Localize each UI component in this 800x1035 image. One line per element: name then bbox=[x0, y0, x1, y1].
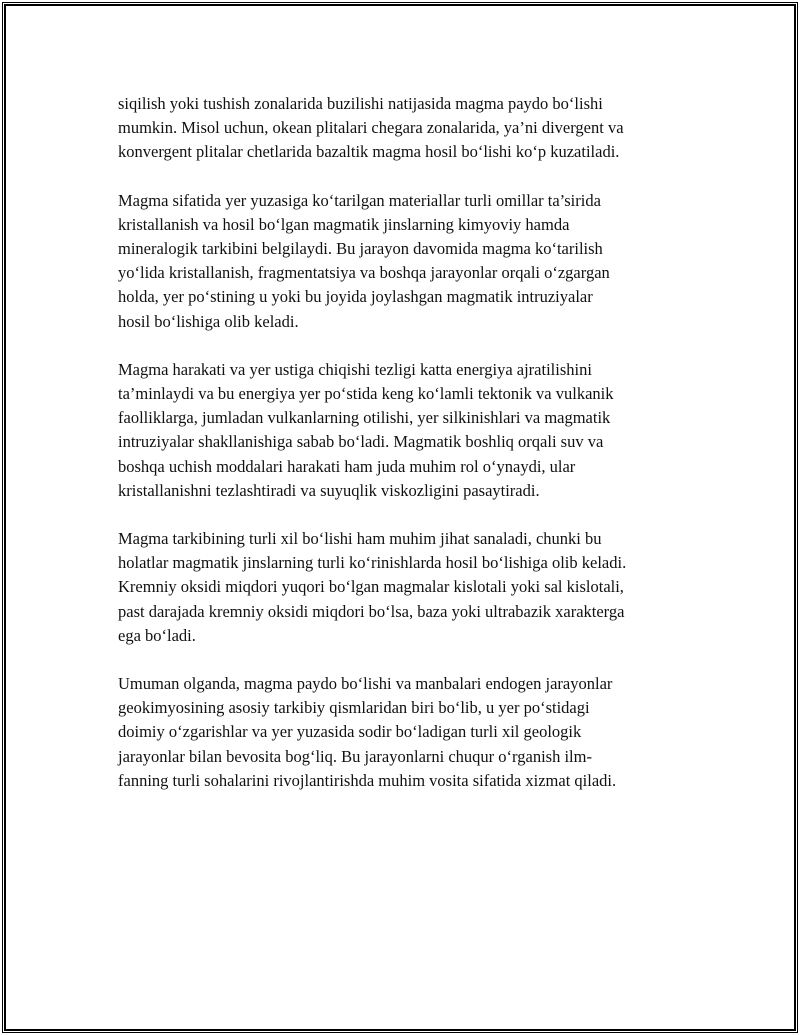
text-line: Magma tarkibining turli xil bo‘lishi ham muhim jihat sanaladi, chunki bu bbox=[118, 529, 602, 549]
text-line: intruziyalar shakllanishiga sabab bo‘ladi. Magmatik boshliq orqali suv va bbox=[118, 432, 604, 452]
text-line: holatlar magmatik jinslarning turli ko‘rinishlarda hosil bo‘lishiga olib keladi. bbox=[118, 553, 627, 573]
text-line: kristallanishni tezlashtiradi va suyuqlik viskozligini pasaytiradi. bbox=[118, 480, 540, 500]
text-line: Umuman olganda, magma paydo bo‘lishi va manbalari endogen jarayonlar bbox=[118, 674, 613, 694]
text-line: konvergent plitalar chetlarida bazaltik magma hosil bo‘lishi ko‘p kuzatiladi. bbox=[118, 142, 620, 162]
text-line: mumkin. Misol uchun, okean plitalari chegara zonalarida, ya’ni divergent va bbox=[118, 118, 624, 138]
text-line: past darajada kremniy oksidi miqdori bo‘lsa, baza yoki ultrabazik xarakterga bbox=[118, 601, 625, 621]
text-line: holda, yer po‘stining u yoki bu joyida joylashgan magmatik intruziyalar bbox=[118, 287, 593, 307]
text-line: jarayonlar bilan bevosita bog‘liq. Bu jarayonlarni chuqur o‘rganish ilm- bbox=[118, 746, 592, 766]
paragraph-5 bbox=[118, 672, 693, 793]
text-line: geokimyosining asosiy tarkibiy qismlaridan biri bo‘lib, u yer po‘stidagi bbox=[118, 698, 590, 718]
paragraph-2 bbox=[118, 189, 693, 334]
text-line: boshqa uchish moddalari harakati ham juda muhim rol o‘ynaydi, ular bbox=[118, 456, 576, 476]
text-line: yo‘lida kristallanish, fragmentatsiya va boshqa jarayonlar orqali o‘zgargan bbox=[118, 263, 610, 283]
text-line: faolliklarga, jumladan vulkanlarning otilishi, yer silkinishlari va magmatik bbox=[118, 408, 611, 428]
text-line: siqilish yoki tushish zonalarida buzilishi natijasida magma paydo bo‘lishi bbox=[118, 94, 603, 113]
text-line: mineralogik tarkibini belgilaydi. Bu jarayon davomida magma ko‘tarilish bbox=[118, 239, 603, 259]
paragraph-3 bbox=[118, 358, 693, 503]
document-body bbox=[118, 92, 693, 817]
text-line: Kremniy oksidi miqdori yuqori bo‘lgan magmalar kislotali yoki sal kislotali, bbox=[118, 577, 624, 597]
text-line: ta’minlaydi va bu energiya yer po‘stida keng ko‘lamli tektonik va vulkanik bbox=[118, 384, 614, 404]
text-line: doimiy o‘zgarishlar va yer yuzasida sodir bo‘ladigan turli xil geologik bbox=[118, 722, 582, 742]
text-line: hosil bo‘lishiga olib keladi. bbox=[118, 311, 299, 331]
text-line: fanning turli sohalarini rivojlantirishda muhim vosita sifatida xizmat qiladi. bbox=[118, 770, 617, 790]
paragraph-4 bbox=[118, 527, 693, 648]
text-line: Magma harakati va yer ustiga chiqishi tezligi katta energiya ajratilishini bbox=[118, 359, 592, 379]
paragraph-1 bbox=[118, 92, 693, 165]
text-line: kristallanish va hosil bo‘lgan magmatik jinslarning kimyoviy hamda bbox=[118, 214, 570, 234]
text-line: ega bo‘ladi. bbox=[118, 625, 196, 645]
text-line: Magma sifatida yer yuzasiga ko‘tarilgan materiallar turli omillar ta’sirida bbox=[118, 190, 601, 210]
